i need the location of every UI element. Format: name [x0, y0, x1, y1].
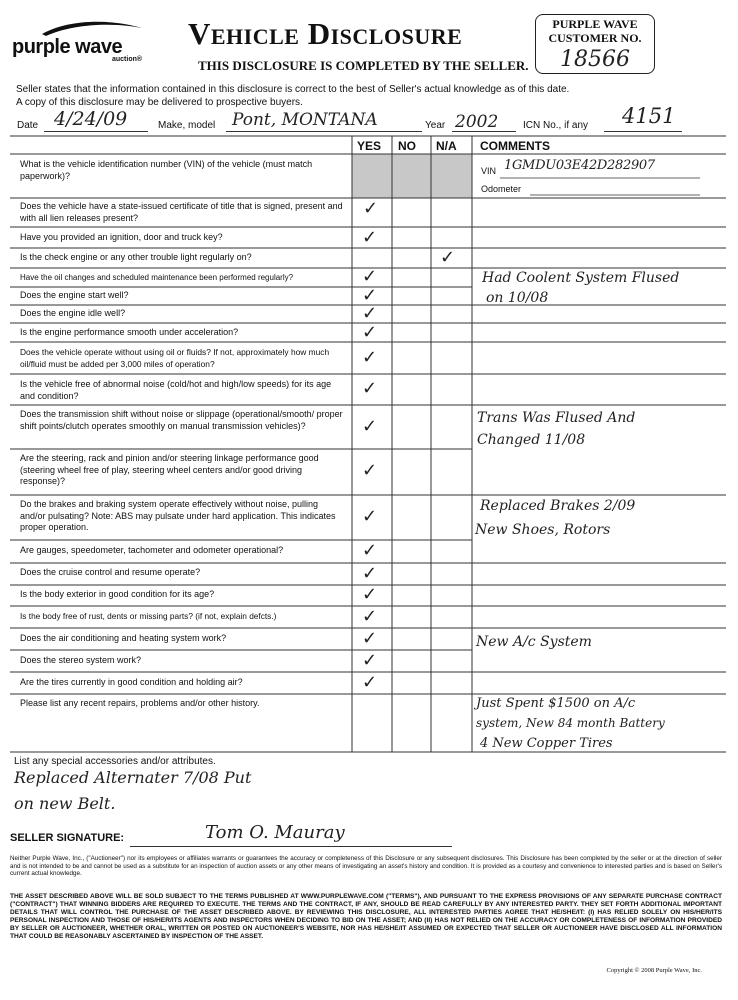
icn-label: ICN No., if any [523, 120, 589, 131]
year-value[interactable]: 2002 [455, 112, 499, 132]
check-mark-yes[interactable]: ✓ [362, 347, 378, 368]
seller-signature-label: SELLER SIGNATURE: [10, 832, 125, 844]
question-oil-fluids: Does the vehicle operate without using oil or fluids? If not, approximately how much oil/fluid must be added per 3,000 miles of operation? [20, 347, 330, 369]
question-vin: What is the vehicle identification number (VIN) of the vehicle (must match paperwork)? [20, 159, 313, 181]
vin-label: VIN [481, 166, 497, 176]
check-mark-yes[interactable]: ✓ [362, 650, 378, 671]
column-header-no: NO [398, 139, 416, 153]
question-engine-performance: Is the engine performance smooth under acceleration? [20, 327, 239, 337]
accessories-line2[interactable]: on new Belt. [14, 794, 116, 813]
check-mark-yes[interactable]: ✓ [362, 285, 378, 306]
accessories-label: List any special accessories and/or attributes. [14, 756, 216, 767]
question-recent-repairs: Please list any recent repairs, problems and/or other history. [20, 698, 260, 708]
statement-line: Seller states that the information contained in this disclosure is correct to the best of Seller's actual knowledge as of this date. [16, 84, 570, 95]
question-stereo: Does the stereo system work? [20, 655, 142, 665]
check-mark-yes[interactable]: ✓ [362, 227, 378, 248]
comment-trans-line2[interactable]: Changed 11/08 [477, 432, 586, 448]
make-model-value[interactable]: Pont, MONTANA [232, 110, 378, 130]
customer-number-value: 18566 [560, 47, 630, 72]
check-mark-yes[interactable]: ✓ [362, 303, 378, 324]
signature-line [130, 846, 452, 847]
accessories-line1[interactable]: Replaced Alternater 7/08 Put [14, 768, 252, 787]
question-engine-start: Does the engine start well? [20, 290, 129, 300]
question-steering: Are the steering, rack and pinion and/or steering linkage performance good (steering wheel free of play, steering wheel centers and/or good driving response)? [20, 453, 319, 486]
logo-sub-text: auction® [112, 56, 143, 63]
question-air-conditioning: Does the air conditioning and heating system work? [20, 633, 227, 643]
comment-oil-line2[interactable]: on 10/08 [486, 290, 549, 306]
year-label: Year [425, 120, 446, 131]
page-subtitle: THIS DISCLOSURE IS COMPLETED BY THE SELLER. [198, 58, 529, 73]
logo-brand-text: purple wave [12, 36, 123, 58]
check-mark-yes[interactable]: ✓ [362, 378, 378, 399]
comment-brakes-line1[interactable]: Replaced Brakes 2/09 [480, 498, 636, 514]
question-body-exterior: Is the body exterior in good condition for its age? [20, 589, 215, 599]
check-mark-yes[interactable]: ✓ [362, 606, 378, 627]
comment-repairs-line3[interactable]: 4 New Copper Tires [480, 736, 613, 751]
comment-oil-line1[interactable]: Had Coolent System Flused [482, 270, 680, 286]
disclaimer-paragraph: Neither Purple Wave, Inc., ("Auctioneer") nor its employees or affiliates warrants or guarantees the accuracy or completeness of this Disclosure or any subsequent disclosures. This Disclosure has been completed by the seller or at the direction of seller and is not intended to be and cannot be used as a substitute for an inspection of auction assets or any other means of investigating an asset's history and condition. It is provided as a courtesy and convenience to interested parties and is based on Seller's current actual knowledge. [10, 855, 722, 878]
question-gauges: Are gauges, speedometer, tachometer and odometer operational? [20, 545, 284, 555]
check-mark-yes[interactable]: ✓ [362, 266, 378, 287]
comment-trans-line1[interactable]: Trans Was Flused And [477, 410, 636, 426]
question-engine-idle: Does the engine idle well? [20, 308, 126, 318]
question-oil-changes: Have the oil changes and scheduled maintenance been performed regularly? [20, 273, 294, 282]
check-mark-na[interactable]: ✓ [440, 247, 456, 268]
comment-repairs-line2[interactable]: system, New 84 month Battery [476, 716, 665, 730]
vin-shaded-cells [352, 154, 472, 198]
check-mark-yes[interactable]: ✓ [362, 506, 378, 527]
copyright-notice: Copyright © 2008 Purple Wave, Inc. [606, 967, 702, 974]
column-header-yes: YES [357, 139, 382, 153]
icn-value[interactable]: 4151 [622, 104, 676, 128]
question-noise: Is the vehicle free of abnormal noise (cold/hot and high/low speeds) for its age and condition? [20, 379, 332, 401]
customer-box-line1: PURPLE WAVE [552, 17, 638, 31]
question-tires: Are the tires currently in good condition and holding air? [20, 677, 243, 687]
terms-paragraph: THE ASSET DESCRIBED ABOVE WILL BE SOLD SUBJECT TO THE TERMS PUBLISHED AT WWW.PURPLEWAVE.COM ("TERMS"), AND PURSUANT TO THE EXPRESS PROVISIONS OF ANY SEPARATE PURCHASE CONTRACT ("CONTRACT") THAT WINNING BIDDERS ARE REQUIRED TO EXECUTE. THE TERMS AND THE CONTRACT, IF ANY, SHOULD BE READ CAREFULLY BY ANY INTERESTED PARTY. THEY SET FORTH ADDITIONAL IMPORTANT DETAILS THAT WILL CONTROL THE PURCHASE OF THE ASSET DESCRIBED ABOVE. BY REVIEWING THIS DISCLOSURE, ALL INTERESTED PARTIES AGREE THAT HE/SHE/IT: (I) HAS RELIED SOLELY ON HIS/HER/ITS PERSONAL INSPECTION AND THOSE OF HIS/HER/ITS AGENTS AND INSPECTORS WHEN DECIDING TO BID ON THE ASSET; AND (II) HAS NOT RELIED ON THE ACCURACY OR COMPLETENESS OF INFORMATION PROVIDED BY SELLER OR AUCTIONEER, WHETHER ORAL, WRITTEN OR POSTED ON AUCTIONEER'S WEBSITE, NOR HAS HE/SHE/IT ASSUMED OR EXPECTED THAT SELLER OR AUCTIONEER HAVE DISCLOSED ALL INFORMATION THAT COULD BE REASONABLY ASCERTAINED BY INSPECTION OF THE ASSET. [10, 893, 722, 941]
check-mark-yes[interactable]: ✓ [362, 672, 378, 693]
check-mark-yes[interactable]: ✓ [362, 540, 378, 561]
check-mark-yes[interactable]: ✓ [362, 628, 378, 649]
comment-ac[interactable]: New A/c System [476, 634, 592, 650]
question-title: Does the vehicle have a state-issued certificate of title that is signed, present and with all lien releases present? [20, 201, 343, 223]
question-keys: Have you provided an ignition, door and truck key? [20, 232, 223, 242]
check-mark-yes[interactable]: ✓ [362, 460, 378, 481]
check-mark-yes[interactable]: ✓ [363, 198, 379, 219]
comment-brakes-line2[interactable]: New Shoes, Rotors [475, 522, 611, 538]
customer-box-line2: CUSTOMER NO. [548, 31, 642, 45]
question-transmission: Does the transmission shift without noise or slippage (operational/smooth/ proper shift points/clutch operates smoothly on manual transmission vehicles)? [20, 409, 343, 431]
check-mark-yes[interactable]: ✓ [362, 322, 378, 343]
page-title: Vehicle Disclosure [188, 16, 463, 51]
check-mark-yes[interactable]: ✓ [362, 416, 378, 437]
check-mark-yes[interactable]: ✓ [362, 563, 378, 584]
question-brakes: Do the brakes and braking system operate effectively without noise, pulling and/or pulsating? Note: ABS may pulsate under hard application. This indicates proper operation. [20, 499, 336, 532]
vin-value[interactable]: 1GMDU03E42D282907 [504, 158, 655, 173]
question-cruise: Does the cruise control and resume operate? [20, 567, 201, 577]
odometer-label: Odometer [481, 184, 522, 194]
seller-signature[interactable]: Tom O. Mauray [205, 822, 345, 843]
column-header-comments: COMMENTS [480, 139, 550, 153]
question-rust: Is the body free of rust, dents or missing parts? (if not, explain defcts.) [20, 611, 277, 621]
column-header-na: N/A [436, 139, 457, 153]
date-label: Date [17, 120, 39, 131]
make-model-label: Make, model [158, 120, 216, 131]
comment-repairs-line1[interactable]: Just Spent $1500 on A/c [476, 696, 636, 711]
date-value[interactable]: 4/24/09 [54, 108, 128, 130]
check-mark-yes[interactable]: ✓ [362, 584, 378, 605]
question-check-engine: Is the check engine or any other trouble light regularly on? [20, 252, 252, 262]
statement-line: A copy of this disclosure may be delivered to prospective buyers. [16, 97, 303, 108]
